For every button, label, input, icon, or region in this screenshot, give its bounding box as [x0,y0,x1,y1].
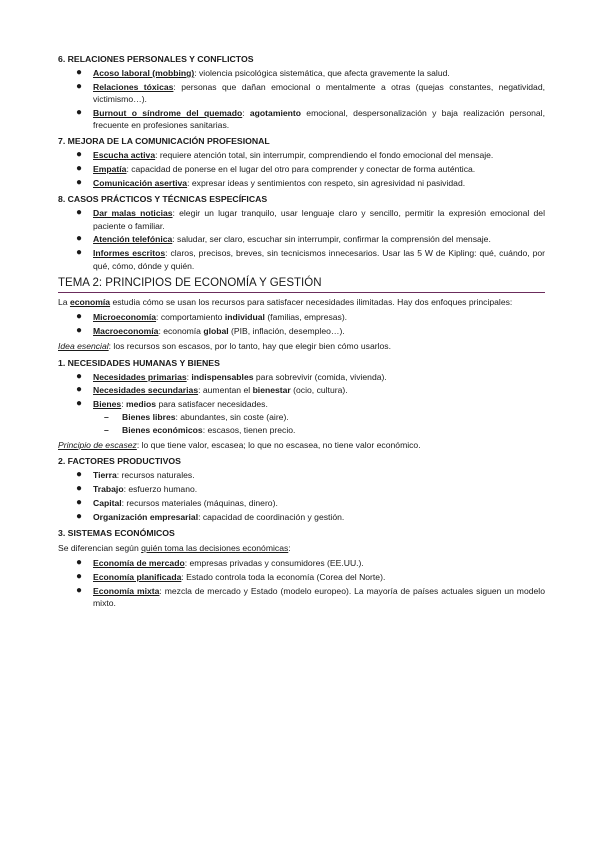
bold-text: Organización empresarial [93,511,199,522]
definition: (familias, empresas). [264,312,348,323]
bullet-icon: ● [76,207,83,219]
section-heading: 2. FACTORES PRODUCTIVOS [58,456,181,467]
bullet-icon: ● [76,233,83,245]
bullet-icon: ● [76,384,83,396]
list-item [76,496,545,509]
definition: : expresar ideas y sentimientos con respeto, sin agresividad ni pasividad. [187,178,466,189]
text: : [288,543,291,554]
definition: : capacidad de ponerse en el lugar del otro para comprender y conectar de forma auténtica. [126,164,476,175]
definition: : personas que dañan emocional o mentalmente a otras (quejas constantes, negatividad, victimismo…). [93,81,545,105]
list-item [76,149,545,161]
list-item [76,106,545,132]
list-item [76,571,545,583]
section-heading: 7. MEJORA DE LA COMUNICACIÓN PROFESIONAL [58,136,270,147]
definition: : empresas privadas y consumidores (EE.UU.). [184,558,364,569]
bold-text: Trabajo [93,484,124,495]
underlined-text: quién toma las decisiones económicas [141,543,289,554]
list-item [76,398,545,436]
definition: : recursos materiales (máquinas, dinero). [121,497,278,508]
bullet-icon: ● [76,469,83,481]
list-item [76,80,545,106]
sub-list-item [104,411,545,423]
bullet-icon: ● [76,398,83,410]
bold-text: Bienes económicos [122,424,203,435]
term: Necesidades secundarias [93,385,199,396]
bullet-icon: ● [76,247,83,259]
bullet-list [58,311,545,337]
list-item [76,483,545,495]
bullet-list [58,149,545,189]
bullet-icon: ● [76,149,83,161]
text: : los recursos son escasos, por lo tanto, hay que elegir bien cómo usarlos. [108,341,391,352]
sub-list-item [104,424,545,436]
text: estudia cómo se usan los recursos para satisfacer necesidades ilimitadas. Hay dos enfoques principales: [110,296,513,307]
bold-text: Tierra [93,470,117,481]
document-page [58,53,545,613]
term: Empatía [93,164,127,175]
term: economía [69,296,111,307]
paragraph [58,542,545,554]
bold-text: bienestar [252,385,291,396]
dash-icon: – [104,412,109,423]
paragraph [58,296,545,308]
paragraph [58,340,545,352]
bold-text: medios [125,399,157,410]
definition: : escasos, tienen precio. [202,424,296,435]
list-item [76,311,545,323]
paragraph [58,439,545,451]
bullet-list [58,67,545,131]
bold-text: Capital [93,497,122,508]
definition: : capacidad de coordinación y gestión. [198,511,345,522]
bullet-icon: ● [76,496,83,508]
bullet-icon: ● [76,163,83,175]
term: Necesidades primarias [93,371,187,382]
definition: (ocio, cultura). [290,385,348,396]
bullet-list [58,469,545,523]
bold-text: individual [224,312,265,323]
term: Dar malas noticias [93,208,173,219]
bullet-icon: ● [76,311,83,323]
term: Macroeconomía [93,325,159,336]
definition: : claros, precisos, breves, sin tecnicismos innecesarios. Usar las 5 W de Kipling: qué, cuándo, por qué, cómo, dónde y quién. [93,248,545,271]
definition: : [242,107,250,118]
list-item [76,557,545,569]
list-item [76,177,545,189]
italic-label: Principio de escasez [58,440,137,451]
term: Informes escritos [93,248,166,259]
definition: : aumentan el [198,385,253,396]
term: Microeconomía [93,312,157,323]
definition: : recursos naturales. [116,470,195,481]
list-item [76,247,545,272]
bullet-icon: ● [76,571,83,583]
bullet-icon: ● [76,177,83,189]
bold-text: Bienes libres [122,412,176,423]
definition: emocional, despersonalización y baja realización personal, frecuente en profesiones sanitarias. [93,107,545,131]
list-item [76,324,545,337]
term: Acoso laboral (mobbing) [93,68,195,78]
chapter-title: TEMA 2: PRINCIPIOS DE ECONOMÍA Y GESTIÓN [58,276,545,293]
list-item [76,67,545,79]
definition: : elegir un lugar tranquilo, usar lenguaje claro y sencillo, permitir la expresión emocional del paciente o familiar. [93,208,545,231]
list-item [76,510,545,523]
list-item [76,163,545,175]
bold-text: global [203,325,229,336]
text: Se diferencian según [58,543,142,554]
section-heading: 6. RELACIONES PERSONALES Y CONFLICTOS [58,54,254,64]
list-item [76,384,545,396]
text: : lo que tiene valor, escasea; lo que no escasea, no tiene valor económico. [136,440,421,451]
term: Economía planificada [93,572,182,583]
definition: para satisfacer necesidades. [156,399,268,410]
list-item [76,469,545,481]
sub-list [93,411,545,436]
term: Comunicación asertiva [93,178,188,189]
term: Burnout o síndrome del quemado [93,107,243,118]
section-heading: 3. SISTEMAS ECONÓMICOS [58,528,175,539]
definition: : abundantes, sin coste (aire). [175,412,289,423]
definition: : esfuerzo humano. [123,484,198,495]
definition: : violencia psicológica sistemática, que afecta gravemente la salud. [194,68,450,78]
bullet-icon: ● [76,106,83,118]
list-item [76,207,545,232]
section-heading: 8. CASOS PRÁCTICOS Y TÉCNICAS ESPECÍFICAS [58,194,268,205]
section-heading: 1. NECESIDADES HUMANAS Y BIENES [58,357,220,368]
definition: para sobrevivir (comida, vivienda). [253,371,387,382]
list-item [76,584,545,610]
definition: : [121,399,126,410]
definition: : comportamiento [156,312,225,323]
term: Atención telefónica [93,234,173,245]
bullet-icon: ● [76,370,83,382]
bullet-icon: ● [76,584,83,596]
list-item [76,233,545,245]
definition: : requiere atención total, sin interrumpir, comprendiendo el fondo emocional del mensaje. [155,150,494,161]
text: La [58,296,70,307]
bullet-list [58,207,545,271]
bullet-list [58,557,545,609]
term: Economía de mercado [93,558,185,569]
term: Escucha activa [93,150,156,161]
definition: : [186,371,192,382]
italic-label: Idea esencial [58,341,109,352]
bullet-icon: ● [76,557,83,569]
dash-icon: – [104,424,109,435]
definition: : mezcla de mercado y Estado (modelo europeo). La mayoría de países actuales siguen un modelo mixto. [93,585,545,609]
bold-text: agotamiento [249,107,301,118]
term: Bienes [93,399,122,410]
bullet-icon: ● [76,324,83,336]
bullet-list [58,371,545,436]
definition: : Estado controla toda la economía (Corea del Norte). [181,572,386,583]
definition: : saludar, ser claro, escuchar sin interrumpir, confirmar la comprensión del mensaje. [172,234,491,245]
definition: : economía [158,325,204,336]
list-item [76,370,545,383]
bullet-icon: ● [76,483,83,495]
term: Economía mixta [93,585,160,596]
bullet-icon: ● [76,510,83,522]
bold-text: indispensables [191,371,254,382]
definition: (PIB, inflación, desempleo…). [228,325,345,336]
bullet-icon: ● [76,80,83,92]
term: Relaciones tóxicas [93,81,174,92]
bullet-icon: ● [76,67,83,78]
